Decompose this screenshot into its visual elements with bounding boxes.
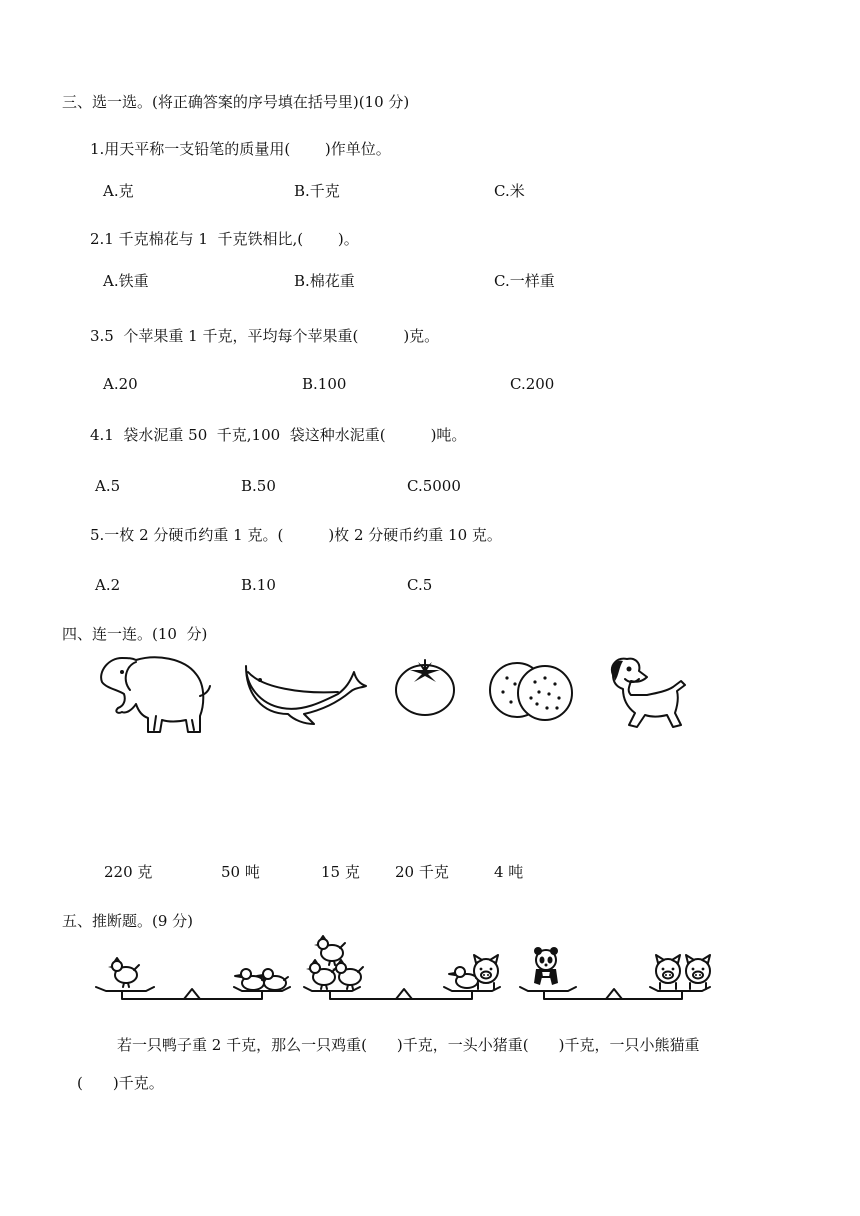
elephant-icon[interactable]	[96, 650, 211, 740]
inference-question-line-1: 若一只鸭子重 2 千克，那么一只鸡重( )千克，一头小猪重( )千克，一只小熊猫重	[117, 1036, 700, 1054]
whale-icon[interactable]	[242, 658, 367, 728]
question-5-stem: 5.一枚 2 分硬币约重 1 克。( )枚 2 分硬币约重 10 克。	[90, 526, 502, 544]
question-3-option-c[interactable]: C.200	[510, 375, 555, 393]
question-5-option-c[interactable]: C.5	[407, 576, 433, 594]
question-1-option-b[interactable]: B.千克	[294, 182, 340, 200]
question-1-option-c[interactable]: C.米	[494, 182, 525, 200]
question-2-option-c[interactable]: C.一样重	[494, 272, 555, 290]
tomato-icon[interactable]	[394, 658, 456, 718]
weight-label-5[interactable]: 4 吨	[494, 863, 524, 881]
question-2-stem: 2.1 千克棉花与 1 千克铁相比,( )。	[90, 230, 359, 248]
question-4-stem: 4.1 袋水泥重 50 千克,100 袋这种水泥重( )吨。	[90, 426, 467, 444]
inference-question-line-2: ( )千克。	[77, 1074, 164, 1092]
question-4-option-c[interactable]: C.5000	[407, 477, 461, 495]
weight-label-2[interactable]: 50 吨	[221, 863, 260, 881]
question-2-option-a[interactable]: A.铁重	[103, 272, 149, 290]
question-4-option-a[interactable]: A.5	[95, 477, 121, 495]
section3-heading: 三、选一选。(将正确答案的序号填在括号里)(10 分)	[62, 93, 410, 111]
section5-heading: 五、推断题。(9 分)	[62, 912, 194, 930]
question-3-stem: 3.5 个苹果重 1 千克，平均每个苹果重( )克。	[90, 327, 440, 345]
dog-icon[interactable]	[607, 655, 687, 731]
question-3-option-b[interactable]: B.100	[302, 375, 347, 393]
balance-scale-1	[96, 958, 290, 999]
weight-label-1[interactable]: 220 克	[104, 863, 153, 881]
weight-label-4[interactable]: 20 千克	[395, 863, 449, 881]
question-1-stem: 1.用天平称一支铅笔的质量用( )作单位。	[90, 140, 391, 158]
balance-scales	[92, 935, 732, 1015]
balance-scale-3	[520, 947, 710, 999]
question-1-option-a[interactable]: A.克	[103, 182, 134, 200]
question-5-option-b[interactable]: B.10	[241, 576, 276, 594]
section4-heading: 四、连一连。(10 分)	[62, 625, 208, 643]
question-5-option-a[interactable]: A.2	[95, 576, 121, 594]
question-2-option-b[interactable]: B.棉花重	[294, 272, 355, 290]
cookies-icon[interactable]	[487, 660, 577, 722]
weight-label-3[interactable]: 15 克	[321, 863, 360, 881]
question-3-option-a[interactable]: A.20	[103, 375, 138, 393]
balance-scale-2	[304, 936, 500, 999]
question-4-option-b[interactable]: B.50	[241, 477, 276, 495]
